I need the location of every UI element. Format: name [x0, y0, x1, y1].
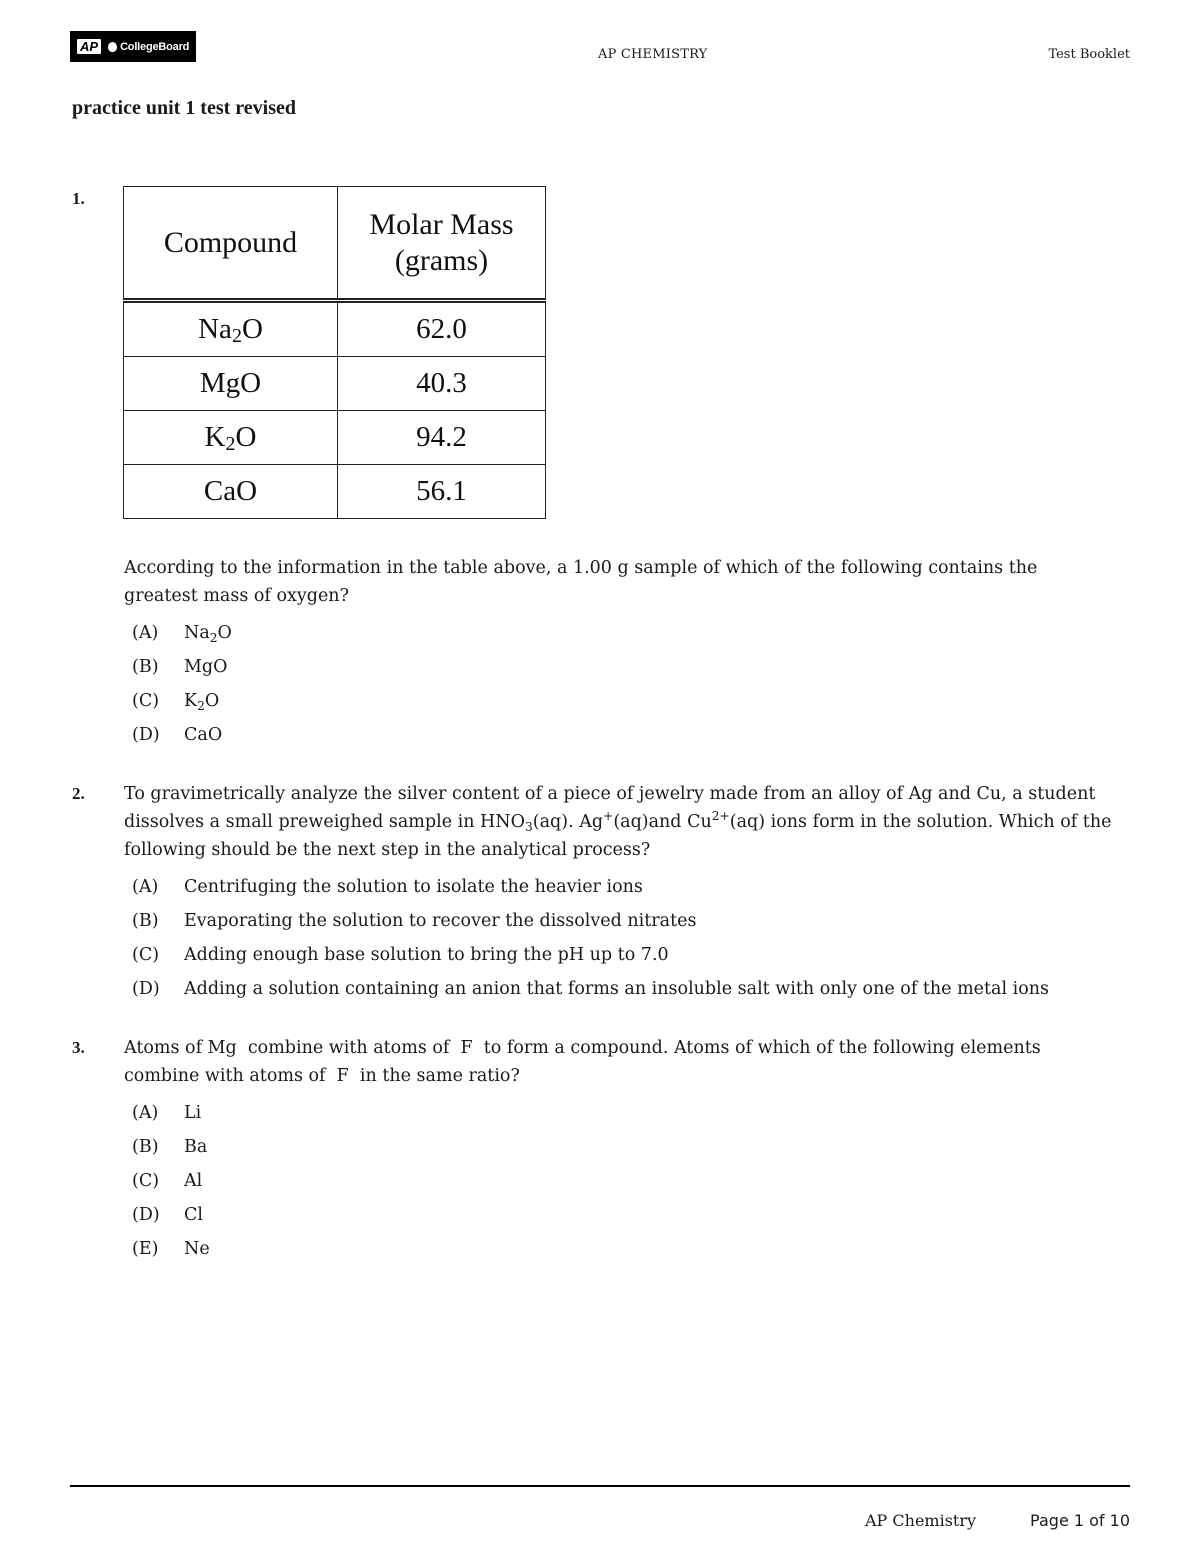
table-header-molar-mass — [338, 187, 546, 301]
header-subject: AP CHEMISTRY — [598, 47, 708, 62]
logo-collegeboard-text — [108, 41, 189, 53]
compound-cell: CaO — [124, 465, 338, 519]
compound-cell: $K_2O$ — [124, 411, 338, 465]
question-3-option-a[interactable]: (A) Li — [132, 1103, 202, 1123]
question-1-number: 1. — [72, 189, 85, 208]
table-header-molar-mass-line2: (grams) — [394, 243, 489, 277]
question-3-stem: Atoms of Mg combine with atoms of F to form a compound. Atoms of which of the following elements combine with atoms of F in the same ratio? — [124, 1038, 1047, 1086]
molar-mass-table — [123, 186, 546, 519]
question-2-number: 2. — [72, 784, 85, 803]
header-booklet-label: Test Booklet — [1048, 47, 1130, 62]
table-row — [124, 465, 546, 519]
question-2-option-d[interactable]: (D) Adding a solution containing an anion that forms an insoluble salt with only one of the metal ions — [132, 979, 1050, 999]
question-3-option-b[interactable]: (B) Ba — [132, 1137, 208, 1157]
molar-mass-cell: 94.2 — [338, 411, 546, 465]
compound-cell: MgO — [124, 357, 338, 411]
question-3-number: 3. — [72, 1038, 85, 1057]
logo-collegeboard-label: CollegeBoard — [120, 40, 190, 53]
question-3-option-e[interactable]: (E) Ne — [132, 1239, 210, 1259]
question-3-option-c[interactable]: (C) Al — [132, 1171, 203, 1191]
logo-ap-mark: AP — [77, 39, 101, 54]
table-header-molar-mass-line1: Molar Mass — [369, 207, 514, 241]
question-1-option-b[interactable]: (B) MgO — [132, 657, 228, 677]
table-header-compound: Compound — [124, 187, 338, 301]
question-1-option-d[interactable]: (D) CaO — [132, 725, 223, 745]
footer-divider — [70, 1485, 1130, 1487]
question-2-option-b[interactable]: (B) Evaporating the solution to recover the dissolved nitrates — [132, 911, 697, 931]
footer-page-number: Page 1 of 10 — [1030, 1511, 1130, 1530]
table-row — [124, 357, 546, 411]
compound-cell: $Na_2O$ — [124, 301, 338, 357]
table-row — [124, 411, 546, 465]
question-2-option-c[interactable]: (C) Adding enough base solution to bring the pH up to 7.0 — [132, 945, 669, 965]
question-1-option-a[interactable]: (A) $Na_2O$ — [132, 623, 232, 645]
footer-subject: AP Chemistry — [865, 1511, 977, 1530]
ap-collegeboard-logo — [70, 31, 196, 62]
molar-mass-cell: 40.3 — [338, 357, 546, 411]
molar-mass-cell: 62.0 — [338, 301, 546, 357]
acorn-icon — [108, 42, 117, 52]
table-row — [124, 301, 546, 357]
page-title: practice unit 1 test revised — [72, 97, 297, 119]
molar-mass-cell: 56.1 — [338, 465, 546, 519]
question-2-stem: To gravimetrically analyze the silver content of a piece of jewelry made from an alloy of Ag and Cu, a student dissolves a small preweighed sample in $HNO_3(aq)$. Ag+(aq)and $Cu^{2+}(aq)$ ions form in the solution. Which of the following should be the next step in the analytical process? — [124, 784, 1112, 860]
question-1-option-c[interactable]: (C) $K_2O$ — [132, 691, 220, 713]
question-3-option-d[interactable]: (D) Cl — [132, 1205, 203, 1225]
question-1-stem: According to the information in the table above, a 1.00 g sample of which of the following contains the greatest mass of oxygen? — [124, 558, 1038, 606]
question-2-option-a[interactable]: (A) Centrifuging the solution to isolate the heavier ions — [132, 877, 643, 897]
